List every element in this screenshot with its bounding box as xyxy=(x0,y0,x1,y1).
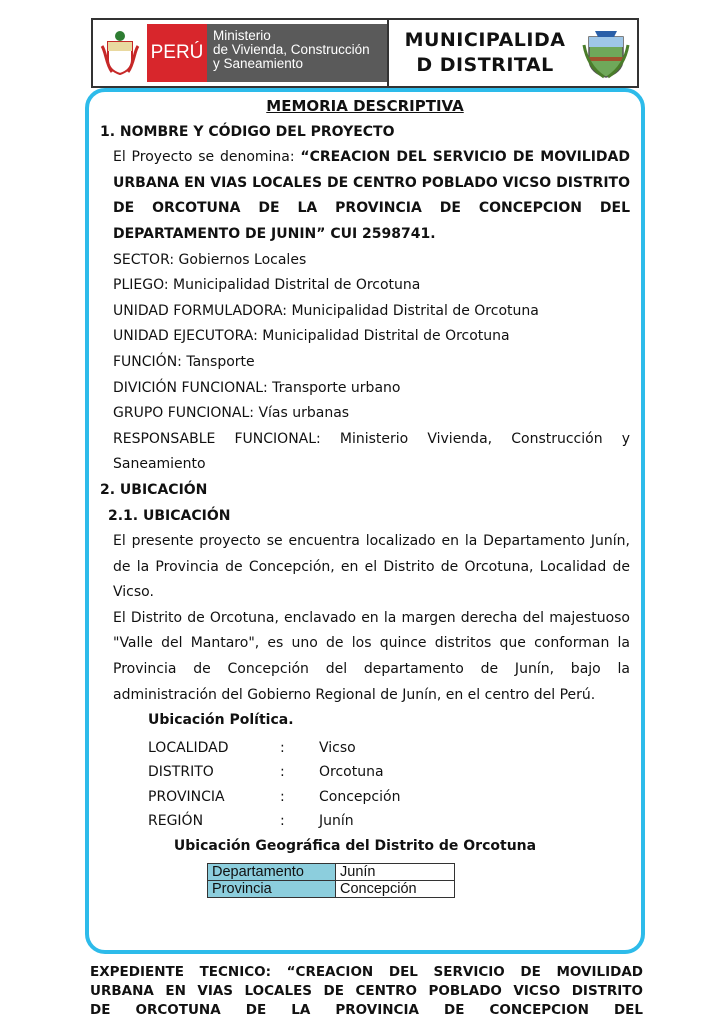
politica-row: LOCALIDAD : Vicso xyxy=(148,739,356,756)
peru-brand: PERÚ xyxy=(147,24,207,82)
section-heading: 1. NOMBRE Y CÓDIGO DEL PROYECTO xyxy=(100,123,395,140)
location-paragraph: El presente proyecto se encuentra localizado en la Departamento Junín, de la Provincia de Concepción, en el Distrito de Orcotuna, Localidad de Vicso. xyxy=(113,533,630,601)
ministry-logo xyxy=(93,20,389,86)
project-name-paragraph: El Proyecto se denomina: “CREACION DEL SERVICIO DE MOVILIDAD URBANA EN VIAS LOCALES DE CENTRO POBLADO VICSO DISTRITO DE ORCOTUNA DE LA PROVINCIA DE CONCEPCION DEL DEPARTAMENTO DE JUNIN” CUI 2598741. xyxy=(113,149,630,242)
politica-row: DISTRITO : Orcotuna xyxy=(148,764,384,781)
subsection-heading: 2.1. UBICACIÓN xyxy=(108,507,231,524)
district-paragraph: El Distrito de Orcotuna, enclavado en la margen derecha del majestuoso "Valle del Mantaro", es uno de los quince distritos que conforman la Provincia de Concepción del departamento de Junín, bajo la administración del Gobierno Regional de Junín, en el centro del Perú. xyxy=(113,609,630,703)
politica-row: REGIÓN : Junín xyxy=(148,813,354,830)
field-division-funcional: DIVICIÓN FUNCIONAL: Transporte urbano xyxy=(113,379,401,396)
peru-coat-of-arms-icon xyxy=(97,26,143,80)
field-unidad-formuladora: UNIDAD FORMULADORA: Municipalidad Distrital de Orcotuna xyxy=(113,302,539,319)
geo-table xyxy=(207,863,455,898)
field-sector: SECTOR: Gobiernos Locales xyxy=(113,251,307,268)
ubicacion-politica xyxy=(100,708,630,834)
table-row: Provincia Concepción xyxy=(208,881,455,898)
field-grupo-funcional: GRUPO FUNCIONAL: Vías urbanas xyxy=(113,405,350,422)
field-unidad-ejecutora: UNIDAD EJECUTORA: Municipalidad Distrital de Orcotuna xyxy=(113,328,510,345)
municipality-name: MUNICIPALIDA D DISTRITAL xyxy=(404,29,566,76)
memoria-descriptiva xyxy=(100,94,630,898)
politica-row: PROVINCIA : Concepción xyxy=(148,788,401,805)
field-responsable-funcional: RESPONSABLE FUNCIONAL: Ministerio Vivienda, Construcción y Saneamiento xyxy=(113,430,630,473)
politica-title: Ubicación Política. xyxy=(148,712,294,729)
section-heading: 2. UBICACIÓN xyxy=(100,481,208,498)
document-title: MEMORIA DESCRIPTIVA xyxy=(266,97,464,115)
page-footer: EXPEDIENTE TECNICO: “CREACION DEL SERVICIO DE MOVILIDAD URBANA EN VIAS LOCALES DE CENTRO POBLADO VICSO DISTRITO DE ORCOTUNA DE LA PROVINCIA DE CONCEPCION DEL xyxy=(90,964,643,1018)
geo-title: Ubicación Geográfica del Distrito de Orcotuna xyxy=(173,837,537,854)
field-pliego: PLIEGO: Municipalidad Distrital de Orcotuna xyxy=(113,277,421,294)
ministry-name: Ministerio de Vivienda, Construcción y Saneamiento xyxy=(207,24,387,82)
field-funcion: FUNCIÓN: Tansporte xyxy=(113,353,255,370)
table-row: Departamento Junín xyxy=(208,864,455,881)
page-header xyxy=(91,18,639,88)
municipality-emblem-icon xyxy=(581,25,631,81)
